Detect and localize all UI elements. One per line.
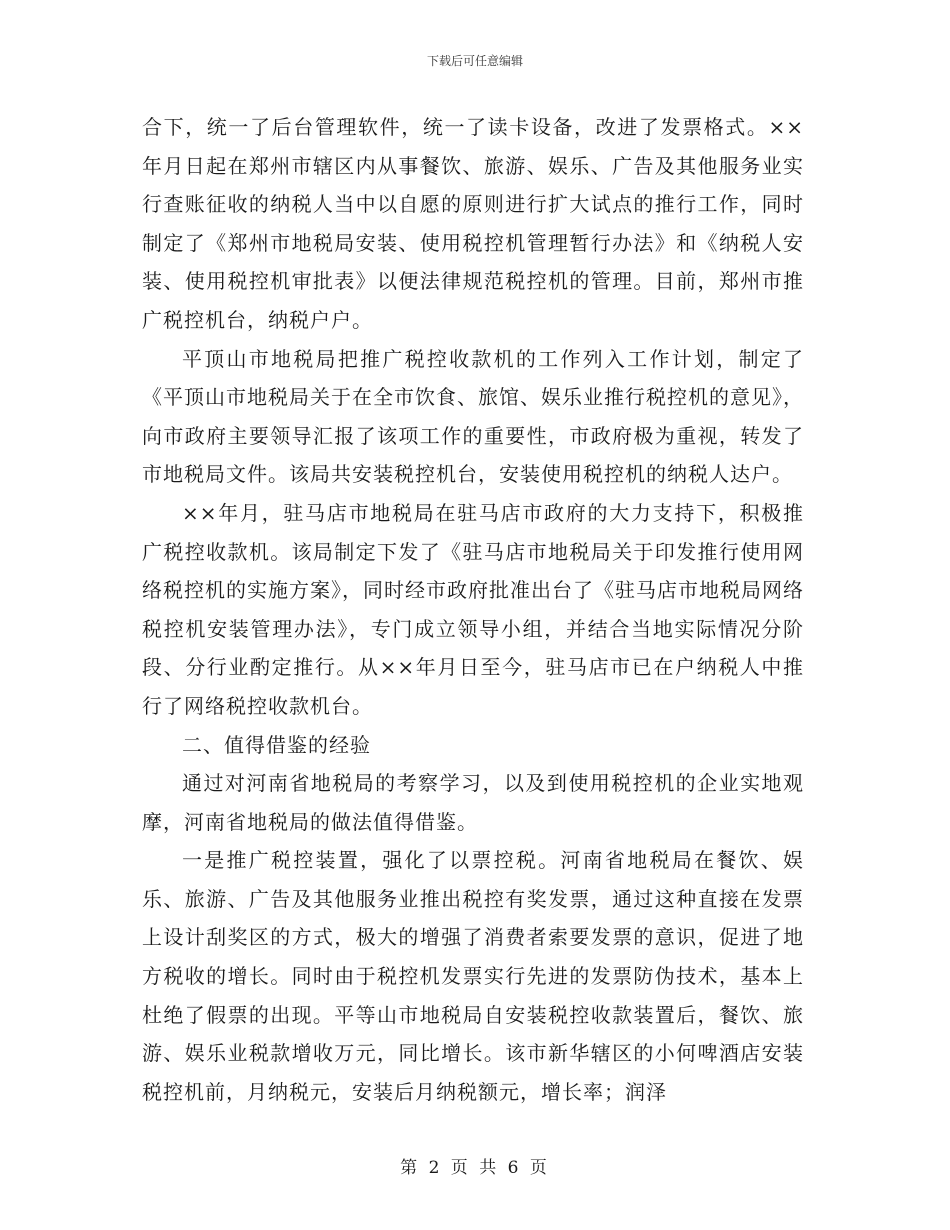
paragraph-3: ××年月，驻马店市地税局在驻马店市政府的大力支持下，积极推广税控收款机。该局制定下发了《驻马店市地税局关于印发推行使用网络税控机的实施方案》，同时经市政府批准出台了《驻马店市地税局网络税控机安装管理办法》，专门成立领导小组，并结合当地实际情况分阶段、分行业酌定推行。从××年月日至今，驻马店市已在户纳税人中推行了网络税控收款机台。: [142, 500, 804, 718]
paragraph-5: 一是推广税控装置，强化了以票控税。河南省地税局在餐饮、娱乐、旅游、广告及其他服务业推出税控有奖发票，通过这种直接在发票上设计刮奖区的方式，极大的增强了消费者索要发票的意识，促进了地方税收的增长。同时由于税控机发票实行先进的发票防伪技术，基本上杜绝了假票的出现。平等山市地税局自安装税控收款装置后，餐饮、旅游、娱乐业税款增收万元，同比增长。该市新华辖区的小何啤酒店安装税控机前，月纳税元，安装后月纳税额元，增长率；润泽: [142, 848, 804, 1104]
page-number: 第 2 页 共 6 页: [400, 1158, 550, 1178]
page-header: 下载后可任意编辑: [426, 54, 523, 68]
paragraph-2: 平顶山市地税局把推广税控收款机的工作列入工作计划，制定了《平顶山市地税局关于在全市饮食、旅馆、娱乐业推行税控机的意见》，向市政府主要领导汇报了该项工作的重要性，市政府极为重视，转发了市地税局文件。该局共安装税控机台，安装使用税控机的纳税人达户。: [142, 346, 804, 487]
section-heading: 二、值得借鉴的经验: [182, 732, 371, 757]
document-body: [142, 108, 804, 1111]
paragraph-1: 合下，统一了后台管理软件，统一了读卡设备，改进了发票格式。××年月日起在郑州市辖区内从事餐饮、旅游、娱乐、广告及其他服务业实行查账征收的纳税人当中以自愿的原则进行扩大试点的推行工作，同时制定了《郑州市地税局安装、使用税控机管理暂行办法》和《纳税人安装、使用税控机审批表》以便法律规范税控机的管理。目前，郑州市推广税控机台，纳税户户。: [142, 115, 804, 332]
paragraph-4: 通过对河南省地税局的考察学习，以及到使用税控机的企业实地观摩，河南省地税局的做法值得借鉴。: [142, 771, 804, 834]
